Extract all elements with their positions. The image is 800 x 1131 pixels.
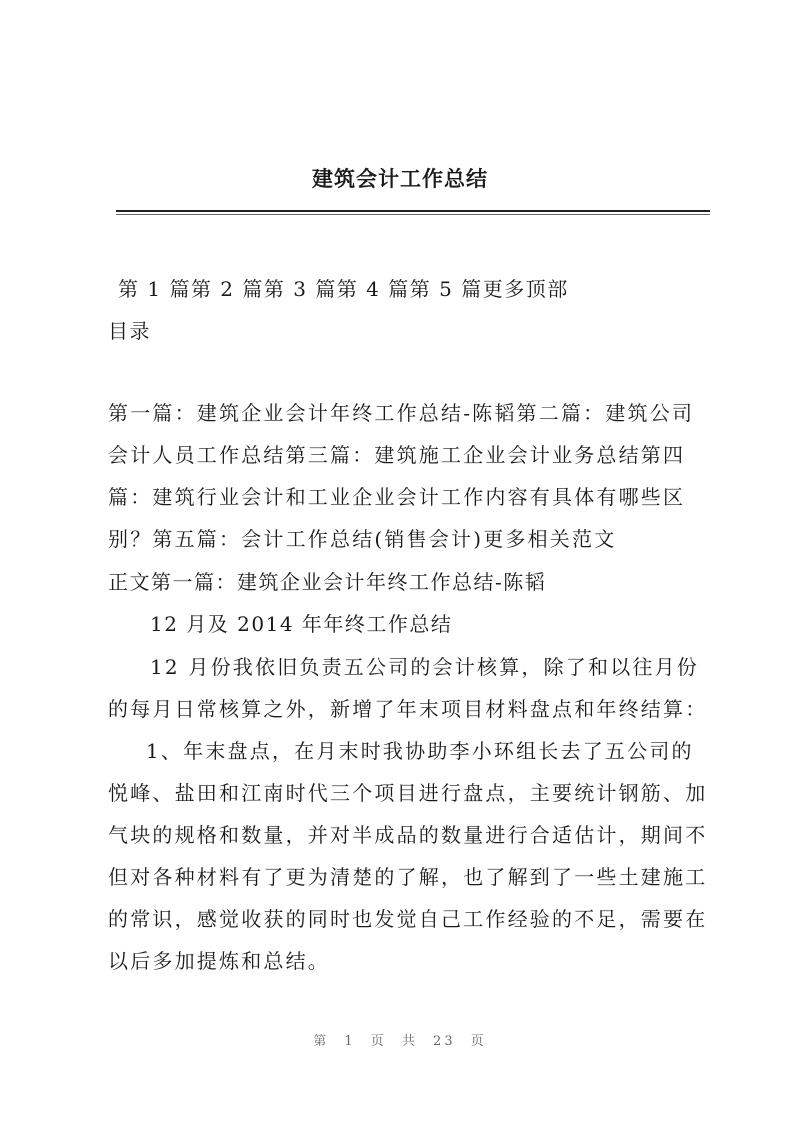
paragraph-inventory: 1、年末盘点，在月末时我协助李小环组长去了五公司的悦峰、盐田和江南时代三个项目进行盘点，主要统计钢筋、加气块的规格和数量，并对半成品的数量进行合适估计，期间不但对各种材料有了更为清楚的了解，也了解到了一些土建施工的常识，感觉收获的同时也发觉自己工作经验的不足，需要在以后多加提炼和总结。 (108, 739, 708, 973)
title-divider (116, 210, 710, 212)
toc-heading: 目录 (108, 319, 151, 343)
paragraph-intro: 12 月份我依旧负责五公司的会计核算，除了和以往月份的每月日常核算之外，新增了年末项目材料盘点和年终结算： (108, 655, 708, 721)
page-footer: 第 1 页 共 23 页 (313, 1034, 487, 1049)
toc-links[interactable]: 第 1 篇第 2 篇第 3 篇第 4 篇第 5 篇更多顶部 (118, 277, 569, 301)
body-heading: 正文第一篇：建筑企业会计年终工作总结-陈韬 (108, 570, 547, 594)
article-list: 第一篇：建筑企业会计年终工作总结-陈韬第二篇：建筑公司会计人员工作总结第三篇：建筑施工企业会计业务总结第四篇：建筑行业会计和工业企业会计工作内容有具体有哪些区别？第五篇：会计工作总结(销售会计)更多相关范文 (108, 401, 695, 551)
document-title: 建筑会计工作总结 (312, 167, 488, 191)
title-divider-thin (116, 214, 710, 215)
paragraph-summary-title: 12 月及 2014 年年终工作总结 (150, 612, 453, 636)
